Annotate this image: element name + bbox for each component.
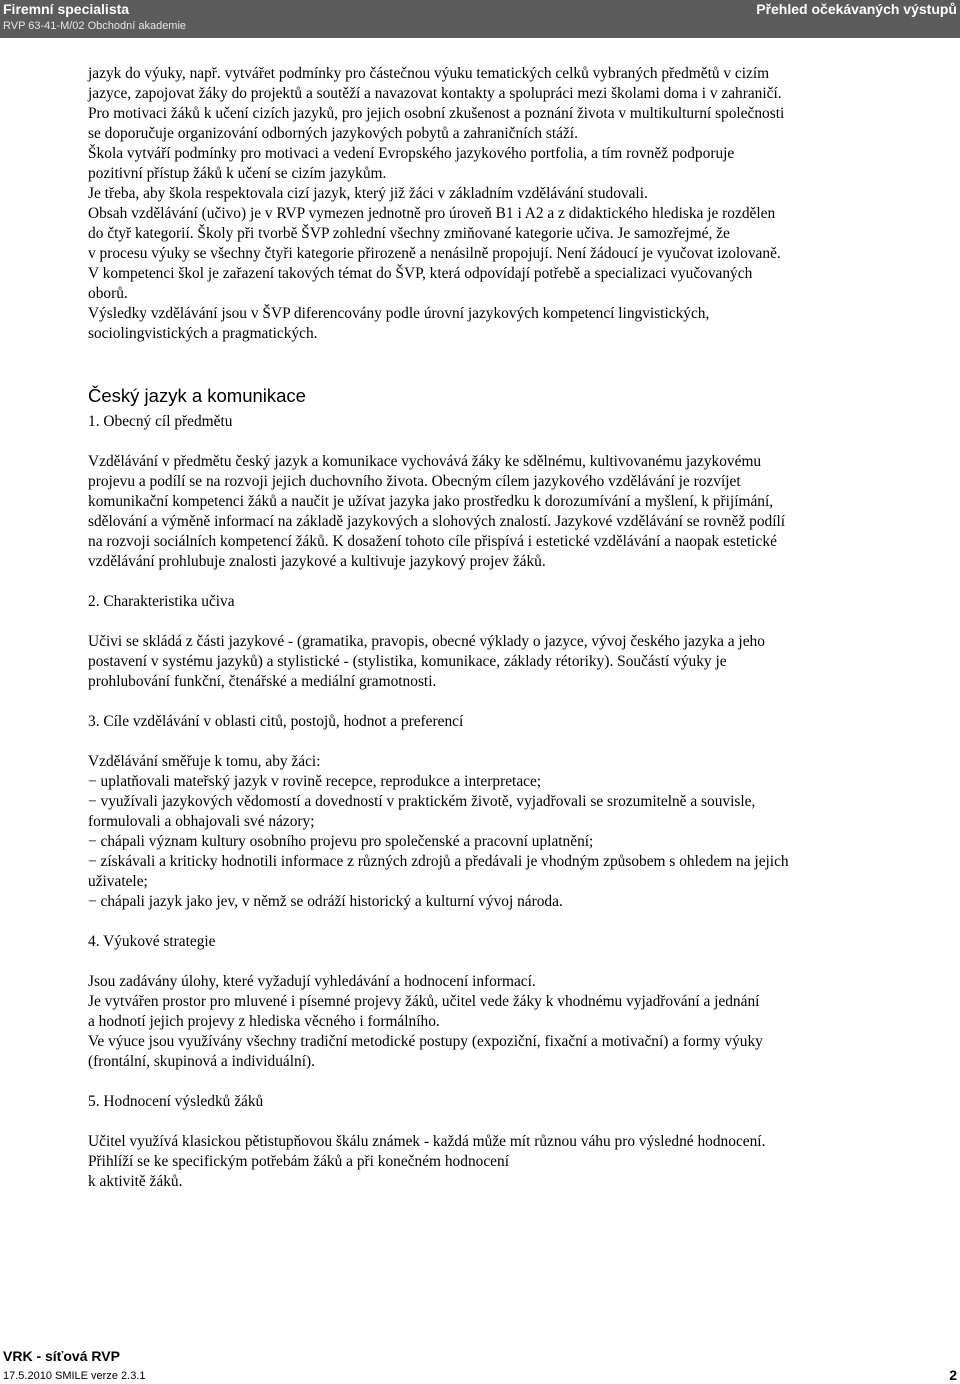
list-item: − získávali a kriticky hodnotili informace z různých zdrojů a předávali je vhodným způsobem s ohledem na jejich	[88, 853, 789, 870]
text-line: v procesu výuky se všechny čtyři kategorie přirozeně a nenásilně propojují. Není žádoucí je vyučovat izolovaně.	[88, 245, 781, 262]
subsection-body	[88, 752, 878, 912]
text-line: Vzdělávání v předmětu český jazyk a komunikace vychovává žáky ke sdělnému, kultivovanému jazykovému	[88, 453, 762, 470]
text-line: Vzdělávání směřuje k tomu, aby žáci:	[88, 753, 321, 770]
text-line: k aktivitě žáků.	[88, 1173, 183, 1190]
text-line: sociolingvistických a pragmatických.	[88, 325, 318, 342]
text-line: komunikační kompetenci žáků a naučit je užívat jazyka jako prostředku k dorozumívání a myšlení, k přijímání,	[88, 493, 774, 510]
text-line: a hodnotí jejich projevy z hlediska věcného i formálního.	[88, 1013, 440, 1030]
subsection-heading: 1. Obecný cíl předmětu	[88, 413, 233, 430]
spacer	[88, 912, 878, 932]
text-line: Pro motivaci žáků k učení cizích jazyků, pro jejich osobní zkušenost a poznání života v multikulturní společnosti	[88, 105, 785, 122]
subsection-heading: 5. Hodnocení výsledků žáků	[88, 1093, 264, 1110]
spacer	[88, 612, 878, 632]
text-line: do čtyř kategorií. Školy při tvorbě ŠVP zohlední všechny zmiňované kategorie učiva. Je samozřejmé, že	[88, 225, 730, 242]
subsection-heading: 3. Cíle vzdělávání v oblasti citů, postojů, hodnot a preferencí	[88, 713, 464, 730]
section-heading: Český jazyk a komunikace	[88, 385, 306, 406]
document-title: Firemní specialista	[3, 1, 130, 17]
subsection-body	[88, 632, 878, 692]
text-line: projevu a podílí se na rozvoji jejich duchovního života. Obecným cílem jazykového vzdělávání je rozvíjet	[88, 473, 741, 490]
text-line: vzdělávání prohlubuje znalosti jazykové a kultivuje jazykový projev žáků.	[88, 553, 546, 570]
spacer	[88, 732, 878, 752]
spacer	[88, 1112, 878, 1132]
text-line: Obsah vzdělávání (učivo) je v RVP vymezen jednotně pro úroveň B1 i A2 a z didaktického hlediska je rozdělen	[88, 205, 776, 222]
subsection-heading: 2. Charakteristika učiva	[88, 593, 235, 610]
text-line: Škola vytváří podmínky pro motivaci a vedení Evropského jazykového portfolia, a tím rovněž podporuje	[88, 145, 735, 162]
text-line: na rozvoji sociálních kompetencí žáků. K dosažení tohoto cíle přispívá i estetické vzdělávání a naopak estetické	[88, 533, 777, 550]
text-line: Přihlíží se ke specifickým potřebám žáků a při konečném hodnocení	[88, 1153, 509, 1170]
page-header	[0, 0, 960, 38]
intro-paragraph	[88, 64, 878, 344]
text-line: Je třeba, aby škola respektovala cizí jazyk, který již žáci v základním vzdělávání studovali.	[88, 185, 648, 202]
list-item: − využívali jazykových vědomostí a dovedností v praktickém životě, vyjadřovali se srozumitelně a souvisle,	[88, 793, 756, 810]
text-line: (frontální, skupinová a individuální).	[88, 1053, 315, 1070]
footer-label: VRK - síťová RVP	[3, 1348, 120, 1364]
list-item: − chápali jazyk jako jev, v němž se odráží historický a kulturní vývoj národa.	[88, 893, 563, 910]
text-line: Výsledky vzdělávání jsou v ŠVP diferencovány podle úrovní jazykových kompetencí lingvistických,	[88, 305, 710, 322]
subsection-body	[88, 972, 878, 1072]
text-line: postavení v systému jazyků) a stylistické - (stylistika, komunikace, základy rétoriky). Součástí výuky je	[88, 653, 727, 670]
text-line: pozitivní přístup žáků k učení se cizím jazykům.	[88, 165, 387, 182]
document-body	[88, 64, 878, 1192]
spacer	[88, 952, 878, 972]
document-subtitle: RVP 63-41-M/02 Obchodní akademie	[3, 20, 187, 32]
spacer	[88, 1072, 878, 1092]
spacer	[88, 432, 878, 452]
text-line: jazyk do výuky, např. vytvářet podmínky pro částečnou výuku tematických celků vybraných předmětů v cizím	[88, 65, 770, 82]
text-line: Je vytvářen prostor pro mluvené i písemné projevy žáků, učitel vede žáky k vhodnému vyjadřování a jednání	[88, 993, 760, 1010]
text-line: Učitel využívá klasickou pětistupňovou škálu známek - každá může mít různou váhu pro výsledné hodnocení.	[88, 1133, 766, 1150]
text-line: Jsou zadávány úlohy, které vyžadují vyhledávání a hodnocení informací.	[88, 973, 536, 990]
section-title: Přehled očekávaných výstupů	[756, 1, 957, 17]
text-line: Ve výuce jsou využívány všechny tradiční metodické postupy (expoziční, fixační a motivační) a formy výuky	[88, 1033, 763, 1050]
spacer	[88, 692, 878, 712]
page-footer	[0, 1348, 960, 1384]
text-line: Učivi se skládá z části jazykové - (gramatika, pravopis, obecné výklady o jazyce, vývoj českého jazyka a jeho	[88, 633, 765, 650]
text-line: oborů.	[88, 285, 128, 302]
page-number: 2	[949, 1367, 957, 1383]
subsection-heading: 4. Výukové strategie	[88, 933, 216, 950]
subsection-body	[88, 1132, 878, 1192]
text-line: jazyce, zapojovat žáky do projektů a soutěží a navazovat kontakty a spolupráci mezi školami doma i v zahraničí.	[88, 85, 782, 102]
spacer	[88, 572, 878, 592]
list-item: − uplatňovali mateřský jazyk v rovině recepce, reprodukce a interpretace;	[88, 773, 542, 790]
list-item: − chápali význam kultury osobního projevu pro společenské a pracovní uplatnění;	[88, 833, 594, 850]
text-line: V kompetenci škol je zařazení takových témat do ŠVP, která odpovídají potřebě a specializaci vyučovaných	[88, 265, 753, 282]
footer-meta: 17.5.2010 SMILE verze 2.3.1	[3, 1370, 146, 1382]
subsection-body	[88, 452, 878, 572]
text-line: sdělování a výměně informací na základě jazykových a slohových znalostí. Jazykové vzdělávání se rovněž podílí	[88, 513, 786, 530]
text-line: uživatele;	[88, 873, 148, 890]
text-line: formulovali a obhajovali své názory;	[88, 813, 315, 830]
text-line: prohlubování funkční, čtenářské a mediální gramotnosti.	[88, 673, 437, 690]
text-line: se doporučuje organizování odborných jazykových pobytů a zahraničních stáží.	[88, 125, 578, 142]
spacer	[88, 344, 878, 384]
